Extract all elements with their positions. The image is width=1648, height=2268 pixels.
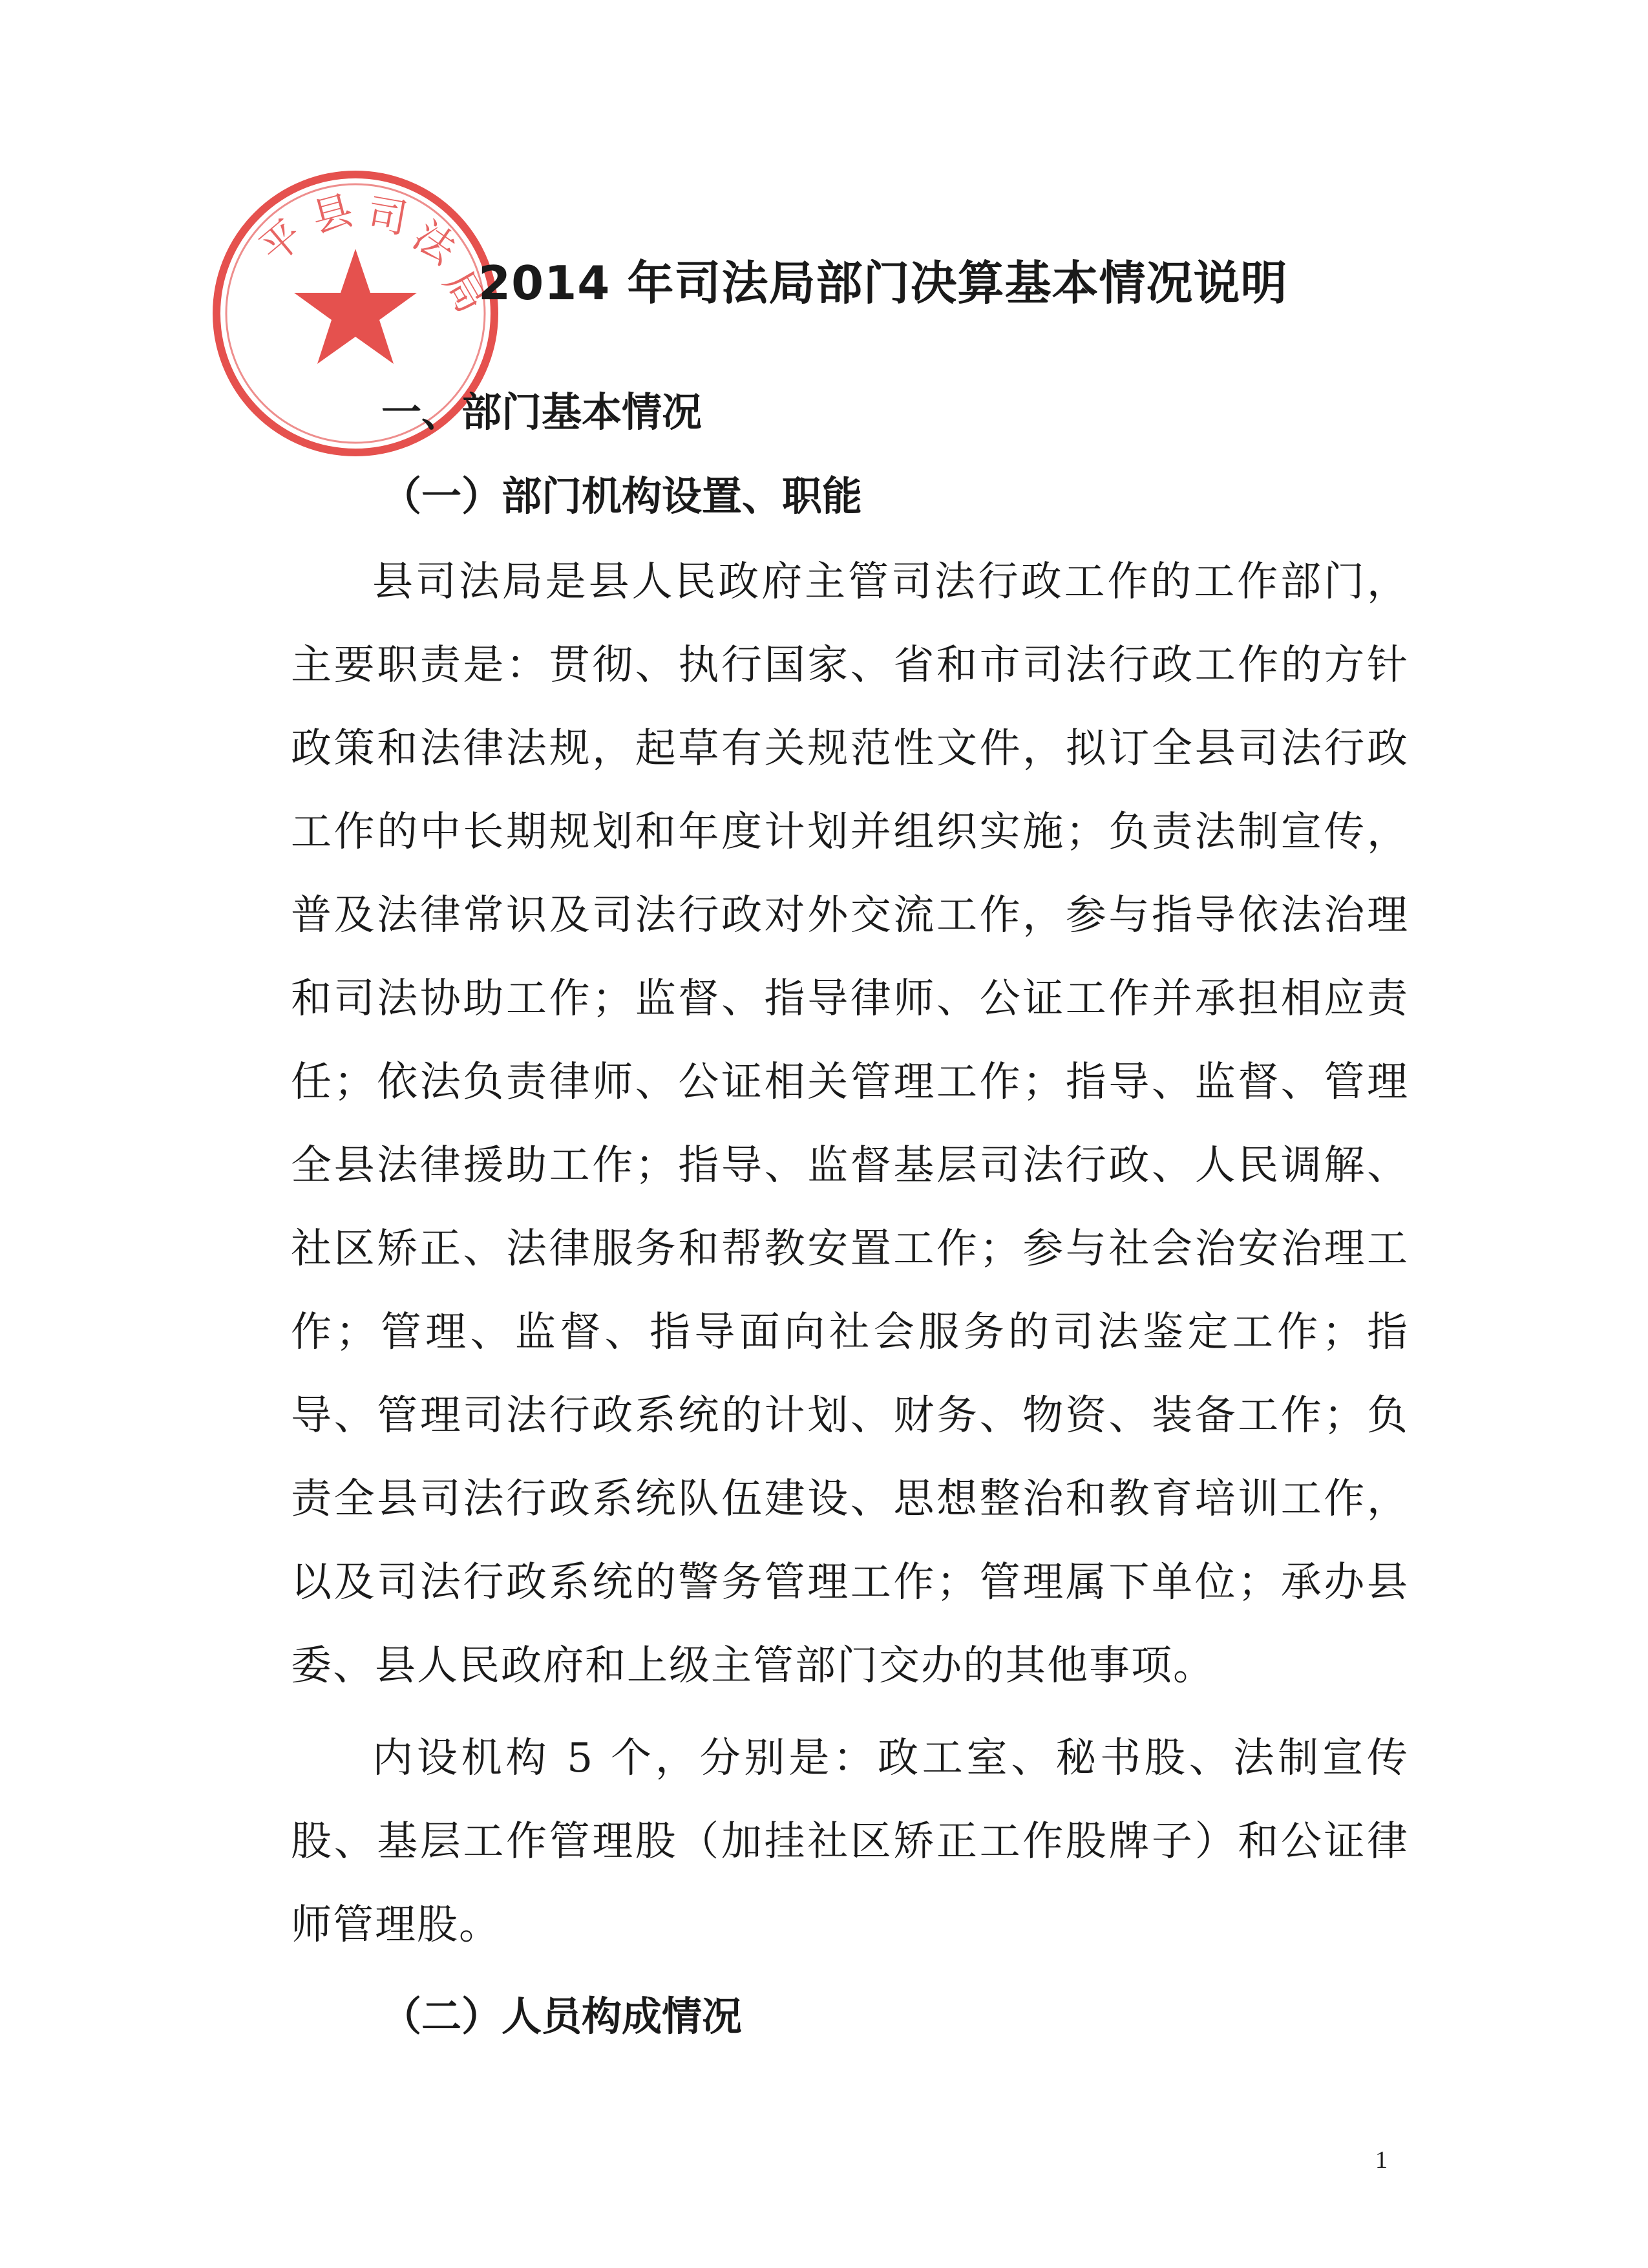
section-heading-basic-info: 一、部门基本情况 bbox=[381, 388, 703, 436]
seal-star-icon bbox=[294, 249, 417, 364]
paragraph-internal-units: 内设机构 5 个，分别是：政工室、秘书股、法制宣传股、基层工作管理股（加挂社区矫正工作股牌子）和公证律师管理股。 bbox=[291, 1734, 1409, 1948]
svg-text:局: 局 bbox=[434, 262, 496, 321]
subsection-heading-organization: （一）部门机构设置、职能 bbox=[381, 472, 863, 520]
document-title: 2014 年司法局部门决算基本情况说明 bbox=[478, 256, 1288, 310]
svg-text:县: 县 bbox=[306, 185, 358, 242]
svg-text:法: 法 bbox=[405, 211, 465, 273]
svg-text:平: 平 bbox=[250, 210, 312, 273]
paragraph-duties: 县司法局是县人民政府主管司法行政工作的工作部门，主要职责是：贯彻、执行国家、省和市司法行政工作的方针政策和法律法规，起草有关规范性文件，拟订全县司法行政工作的中长期规划和年度计划并组织实施；负责法制宣传，普及法律常识及司法行政对外交流工作，参与指导依法治理和司法协助工作；监督、指导律师、公证工作并承担相应责任；依法负责律师、公证相关管理工作；指导、监督、管理全县法律援助工作；指导、监督基层司法行政、人民调解、社区矫正、法律服务和帮教安置工作；参与社会治安治理工作；管理、监督、指导面向社会服务的司法鉴定工作；指导、管理司法行政系统的计划、财务、物资、装备工作；负责全县司法行政系统队伍建设、思想整治和教育培训工作，以及司法行政系统的警务管理工作；管理属下单位；承办县委、县人民政府和上级主管部门交办的其他事项。 bbox=[291, 558, 1409, 1689]
page-number: 1 bbox=[1375, 2146, 1388, 2174]
svg-text:司: 司 bbox=[363, 189, 412, 243]
subsection-heading-staff: （二）人员构成情况 bbox=[381, 1993, 743, 2040]
